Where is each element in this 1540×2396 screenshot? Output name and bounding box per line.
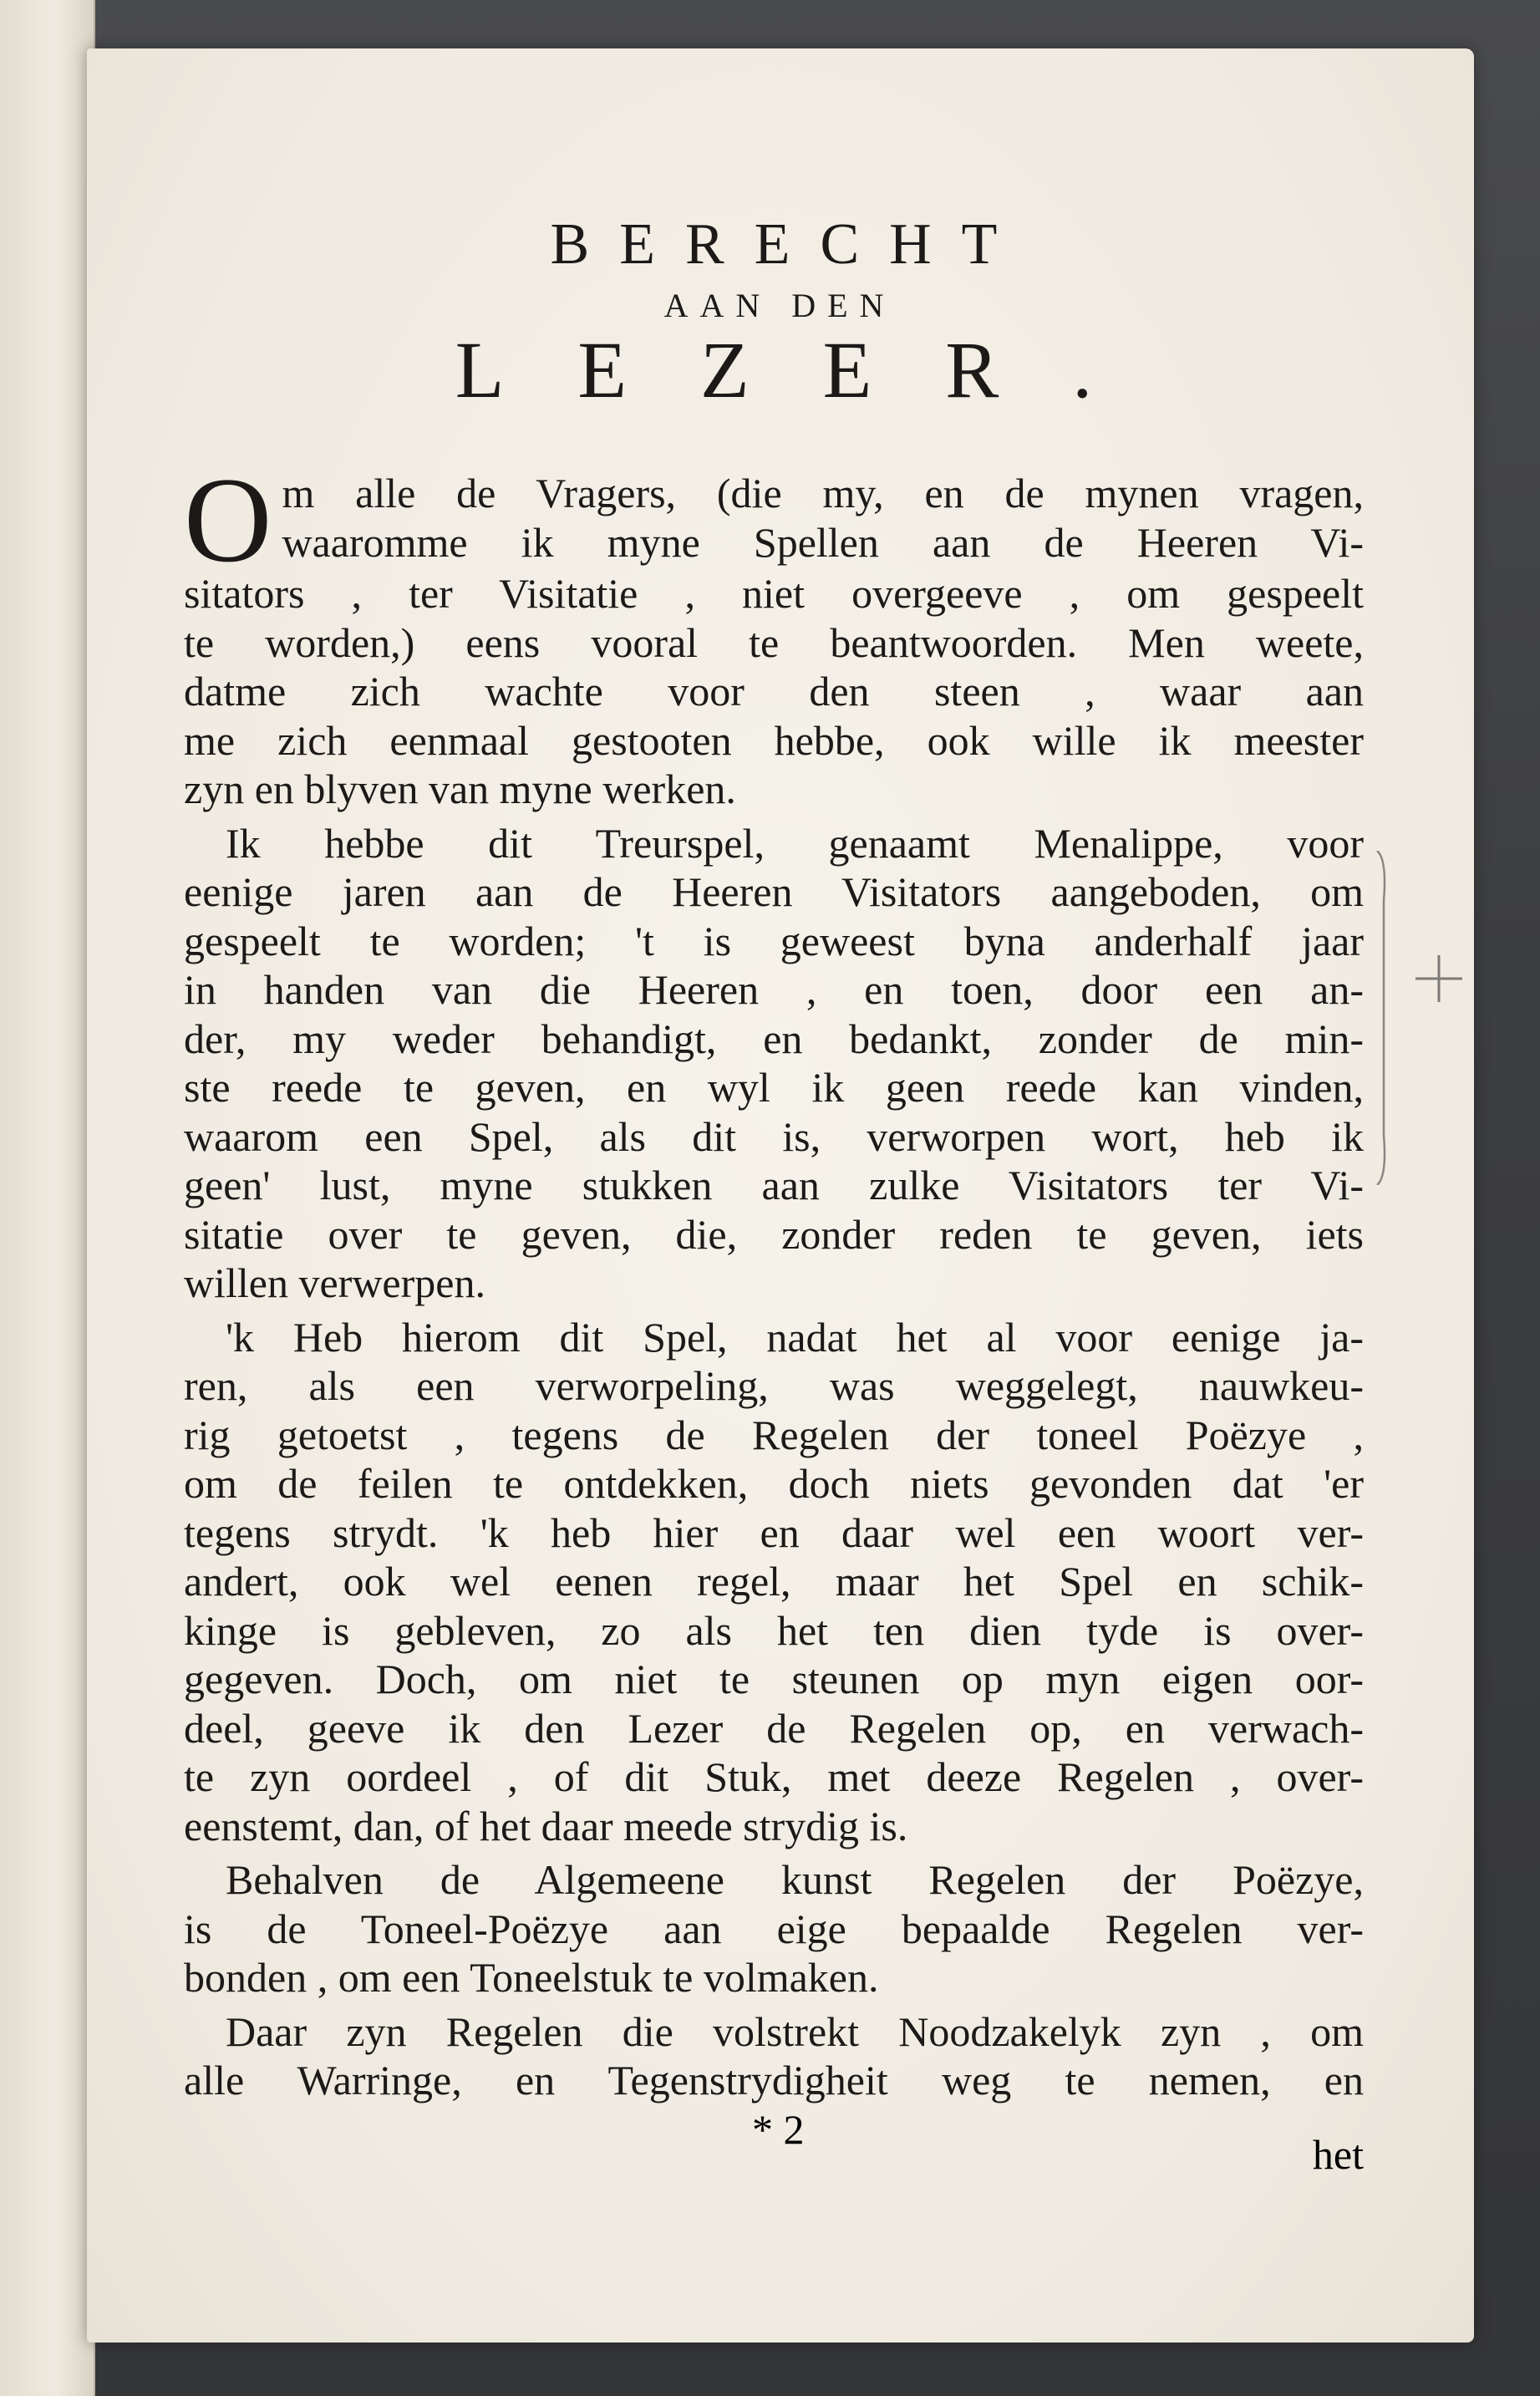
text-line: bonden , om een Toneelstuk te volmaken. [184,1954,879,2001]
text-line: Ik hebbe dit Treurspel, genaamt Menalippe, voor [226,819,1364,867]
paragraph-1 [184,452,1364,814]
text-line: waarom een Spel, als dit is, verworpen wort, heb ik [184,1112,1364,1160]
drop-cap: O [184,452,272,588]
body-text [184,452,1364,2105]
text-line: waaromme ik myne Spellen aan de Heeren Vi- [282,518,1364,566]
text-line: in handen van die Heeren , en toen, door een an- [184,966,1364,1013]
text-line: kinge is gebleven, zo als het ten dien tyde is over- [184,1606,1364,1654]
title-aan-den: AAN DEN [663,287,896,324]
text-line: alle Warringe, en Tegenstrydigheit weg te nemen, en [184,2057,1364,2103]
text-line: geen' lust, myne stukken aan zulke Visitators ter Vi- [184,1162,1364,1208]
text-line: deel, geeve ik den Lezer de Regelen op, en verwach- [184,1704,1364,1752]
text-line: te worden,) eens vooral te beantwoorden. Men weete, [184,618,1364,666]
paragraph-2 [184,819,1364,1308]
text-line: tegens strydt. 'k heb hier en daar wel een woort ver- [184,1508,1364,1556]
text-line: sitatie over te geven, die, zonder reden te geven, iets [184,1210,1364,1258]
title-lezer: LEZER. [455,325,1166,415]
text-line: eenige jaren aan de Heeren Visitators aangeboden, om [184,868,1364,915]
text-line: sitators , ter Visitatie , niet overgeeve , om gespeelt [184,570,1364,617]
text-line: m alle de Vragers, (die my, en de mynen vragen, [282,470,1364,516]
signature-mark: * 2 [752,2106,805,2153]
pencil-bracket-icon [1374,851,1390,1185]
text-line: me zich eenmaal gestooten hebbe, ook wille ik meester [184,716,1364,764]
paragraph-4 [184,1855,1364,2002]
pencil-cross-icon [1414,954,1464,1004]
text-line: gespeelt te worden; 't is geweest byna anderhalf jaar [184,917,1364,964]
catchword: het [1312,2131,1364,2178]
paragraph-3 [184,1313,1364,1851]
facing-page-edge [0,0,95,2396]
text-line: 'k Heb hierom dit Spel, nadat het al voor eenige ja- [226,1313,1364,1361]
page-content [184,211,1364,2105]
text-line: willen verwerpen. [184,1259,485,1306]
text-line: der, my weder behandigt, en bedankt, zonder de min- [184,1015,1364,1062]
paragraph-5 [184,2007,1364,2105]
text-line: rig getoetst , tegens de Regelen der toneel Poëzye , [184,1411,1364,1458]
title-berecht: BERECHT [550,212,1028,277]
book-page [87,48,1474,2343]
text-line: ren, als een verworpeling, was weggelegt, nauwkeu- [184,1362,1364,1409]
text-line: Behalven de Algemeene kunst Regelen der Poëzye, [226,1856,1364,1903]
text-line: is de Toneel-Poëzye aan eige bepaalde Regelen ver- [184,1905,1364,1952]
text-line: Daar zyn Regelen die volstrekt Noodzakelyk zyn , om [226,2007,1364,2055]
text-line: eenstemt, dan, of het daar meede strydig is. [184,1802,908,1849]
text-line: datme zich wachte voor den steen , waar aan [184,668,1364,715]
text-line: ste reede te geven, en wyl ik geen reede kan vinden, [184,1064,1364,1111]
text-line: zyn en blyven van myne werken. [184,766,736,812]
text-line: om de feilen te ontdekken, doch niets gevonden dat 'er [184,1460,1364,1507]
text-line: te zyn oordeel , of dit Stuk, met deeze Regelen , over- [184,1753,1364,1800]
text-line: andert, ook wel eenen regel, maar het Spel en schik- [184,1558,1364,1605]
text-line: gegeven. Doch, om niet te steunen op myn eigen oor- [184,1656,1364,1702]
